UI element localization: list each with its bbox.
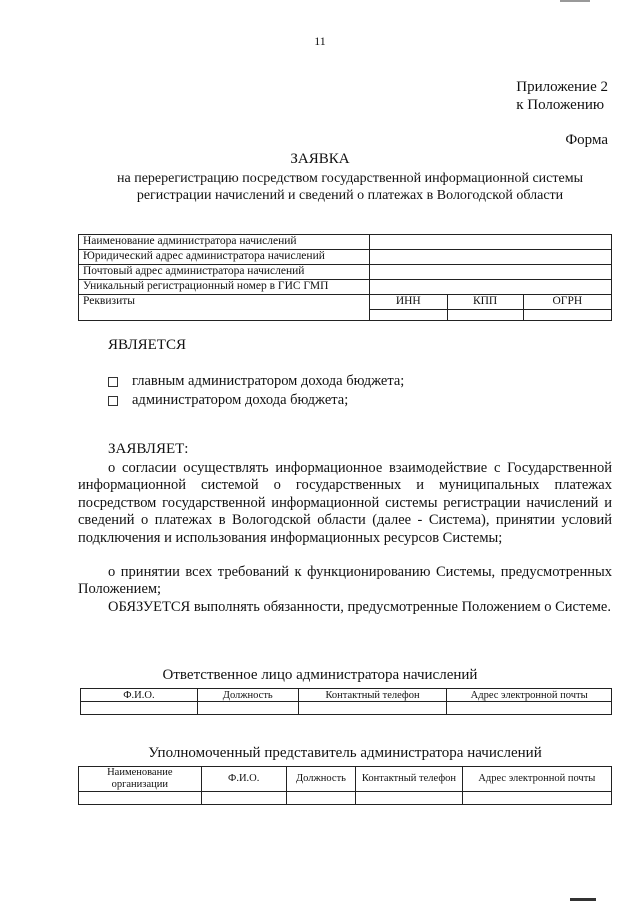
column-header: Контактный телефон	[298, 689, 447, 702]
is-heading: ЯВЛЯЕТСЯ	[108, 337, 186, 353]
kpp-header: КПП	[447, 295, 523, 310]
administrator-table	[78, 234, 612, 321]
document-subtitle	[60, 170, 640, 204]
option-label: администратором дохода бюджета;	[132, 392, 349, 408]
ogrn-field[interactable]	[523, 310, 611, 321]
authorized-representative-title: Уполномоченный представитель администратора начислений	[148, 745, 542, 761]
declares-heading: ЗАЯВЛЯЕТ:	[108, 441, 189, 457]
table-row	[79, 235, 612, 250]
table-cell[interactable]	[201, 792, 286, 805]
column-header: Адрес электронной почты	[447, 689, 612, 702]
scan-mark-bottom	[570, 898, 596, 901]
table-row	[79, 767, 612, 792]
column-header: Ф.И.О.	[81, 689, 198, 702]
postal-address-field[interactable]	[370, 265, 612, 280]
table-row	[81, 702, 612, 715]
table-cell[interactable]	[462, 792, 611, 805]
legal-address-field[interactable]	[370, 250, 612, 265]
table-cell[interactable]	[298, 702, 447, 715]
document-title: ЗАЯВКА	[290, 151, 350, 167]
page-number: 11	[314, 34, 326, 48]
checkbox-main-administrator[interactable]	[108, 377, 118, 387]
admin-name-label: Наименование администратора начислений	[79, 235, 370, 250]
responsible-person-title: Ответственное лицо администратора начислений	[162, 667, 478, 683]
subtitle-line-2: регистрации начислений и сведений о платежах в Вологодской области	[136, 188, 564, 203]
column-header: Ф.И.О.	[201, 767, 286, 792]
inn-field[interactable]	[370, 310, 448, 321]
table-cell[interactable]	[356, 792, 463, 805]
column-header: Контактный телефон	[356, 767, 463, 792]
table-cell[interactable]	[197, 702, 298, 715]
responsible-person-table	[80, 688, 612, 715]
table-cell[interactable]	[79, 792, 202, 805]
column-header: Должность	[286, 767, 355, 792]
table-row	[79, 295, 612, 310]
requisites-label: Реквизиты	[79, 295, 370, 321]
option-administrator	[108, 392, 348, 409]
table-row	[79, 250, 612, 265]
admin-name-field[interactable]	[370, 235, 612, 250]
annex-reference	[516, 78, 608, 114]
checkbox-administrator[interactable]	[108, 396, 118, 406]
subtitle-line-1: на перерегистрацию посредством государственной информационной системы	[117, 171, 583, 186]
annex-line-2: к Положению	[516, 97, 605, 113]
table-row	[79, 265, 612, 280]
obligation-paragraph: ОБЯЗУЕТСЯ выполнять обязанности, предусмотренные Положением о Системе.	[108, 599, 611, 615]
option-label: главным администратором дохода бюджета;	[132, 373, 405, 389]
scan-mark-top	[560, 0, 590, 2]
table-cell[interactable]	[286, 792, 355, 805]
table-row	[79, 280, 612, 295]
requirements-paragraph: о принятии всех требований к функционированию Системы, предусмотренных Положением;	[78, 564, 612, 598]
registration-number-label: Уникальный регистрационный номер в ГИС ГМП	[79, 280, 370, 295]
table-cell[interactable]	[447, 702, 612, 715]
annex-line-1: Приложение 2	[516, 79, 608, 95]
registration-number-field[interactable]	[370, 280, 612, 295]
column-header: Адрес электронной почты	[462, 767, 611, 792]
column-header: Наименование организации	[79, 767, 202, 792]
consent-paragraph: о согласии осуществлять информационное взаимодействие с Государственной информационной системой о государственных и муниципальных платежах посредством государственной информационной системы регистрации начислений и сведений о платежах в Вологодской области (далее - Система), принятии условий подключения и использования информационных ресурсов Системы;	[78, 460, 612, 546]
option-main-administrator	[108, 373, 404, 390]
ogrn-header: ОГРН	[523, 295, 611, 310]
inn-header: ИНН	[370, 295, 448, 310]
postal-address-label: Почтовый адрес администратора начислений	[79, 265, 370, 280]
authorized-representative-table	[78, 766, 612, 805]
table-row	[81, 689, 612, 702]
form-label: Форма	[565, 132, 608, 148]
table-row	[79, 792, 612, 805]
legal-address-label: Юридический адрес администратора начислений	[79, 250, 370, 265]
kpp-field[interactable]	[447, 310, 523, 321]
column-header: Должность	[197, 689, 298, 702]
table-cell[interactable]	[81, 702, 198, 715]
